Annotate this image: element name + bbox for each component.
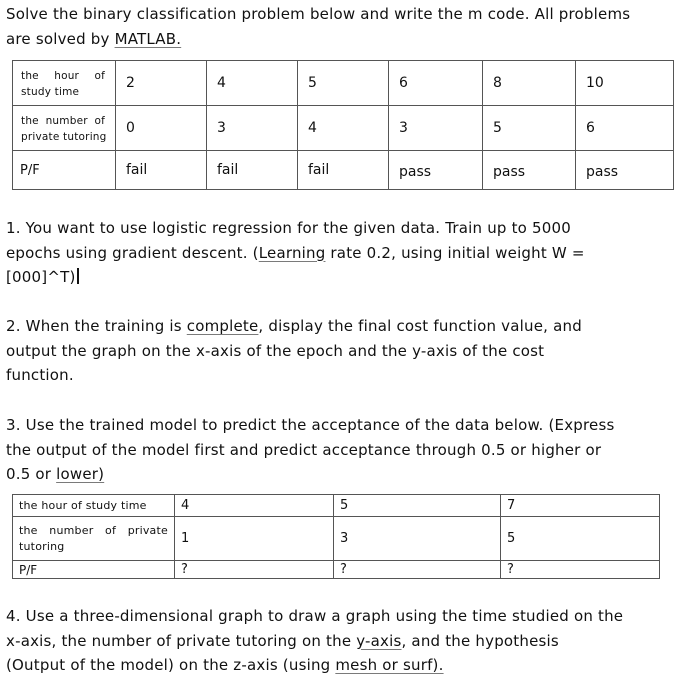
table-cell: 1 bbox=[175, 517, 334, 561]
label-word: the bbox=[19, 523, 38, 537]
table-cell: pass bbox=[389, 151, 483, 190]
table-cell: pass bbox=[483, 151, 576, 190]
table-cell: 3 bbox=[389, 106, 483, 151]
q2-line-1-a: 2. When the training is bbox=[6, 317, 187, 335]
table-cell: ? bbox=[501, 561, 660, 579]
table-cell: 3 bbox=[207, 106, 298, 151]
q4-line-3 bbox=[6, 653, 664, 678]
q2-line-3: function. bbox=[6, 366, 74, 384]
label-line: private tutoring bbox=[21, 130, 107, 143]
q1-line-3 bbox=[6, 265, 664, 290]
intro-paragraph bbox=[6, 2, 664, 51]
training-data-table bbox=[12, 60, 674, 190]
table-cell: 4 bbox=[207, 61, 298, 106]
q1-line-2-a: epochs using gradient descent. ( bbox=[6, 243, 259, 262]
table-cell: 4 bbox=[175, 495, 334, 517]
matlab-text: MATLAB. bbox=[114, 29, 182, 48]
row-label-pass-fail: P/F bbox=[13, 151, 116, 190]
table-cell: 5 bbox=[334, 495, 501, 517]
table-row-private-tutoring bbox=[13, 517, 660, 561]
question-4 bbox=[6, 604, 664, 678]
intro-line-2-text: are solved by bbox=[6, 29, 115, 48]
label-line: tutoring bbox=[19, 539, 65, 553]
table-cell: 2 bbox=[116, 61, 207, 106]
table-cell: fail bbox=[207, 151, 298, 190]
label-word: of bbox=[105, 523, 117, 537]
table-row-private-tutoring bbox=[13, 106, 674, 151]
row-label-private-tutoring bbox=[13, 106, 116, 151]
table-cell: 7 bbox=[501, 495, 660, 517]
table-cell: 4 bbox=[298, 106, 389, 151]
table-cell: ? bbox=[175, 561, 334, 579]
q4-line-2 bbox=[6, 629, 664, 654]
table-row-pass-fail bbox=[13, 561, 660, 579]
mesh-or-surf-text: mesh or surf). bbox=[335, 656, 444, 674]
q1-line-2 bbox=[6, 241, 664, 266]
table-cell: pass bbox=[576, 151, 674, 190]
text-cursor bbox=[77, 268, 79, 284]
complete-text: complete bbox=[186, 317, 259, 335]
q1-line-2-b: rate 0.2, using initial weight W = bbox=[325, 243, 585, 262]
intro-line-2 bbox=[6, 27, 664, 52]
question-2 bbox=[6, 314, 664, 388]
q2-line-1 bbox=[6, 314, 664, 339]
q3-line-2: the output of the model first and predict acceptance through 0.5 or higher or bbox=[6, 440, 602, 459]
table-row-study-hours bbox=[13, 495, 660, 517]
label-word: of bbox=[94, 69, 105, 82]
row-label-study-hours bbox=[13, 61, 116, 106]
label-word: hour bbox=[54, 69, 80, 82]
prediction-data-table bbox=[12, 494, 660, 579]
table-cell: 6 bbox=[576, 106, 674, 151]
label-word: number bbox=[49, 523, 94, 537]
table-cell: 6 bbox=[389, 61, 483, 106]
label-word: the bbox=[21, 114, 39, 127]
lower-text: lower) bbox=[56, 465, 105, 483]
label-line: study time bbox=[21, 85, 80, 98]
table-cell: fail bbox=[298, 151, 389, 190]
q4-line-2-a: x-axis, the number of private tutoring on the bbox=[6, 631, 357, 650]
table-row-study-hours bbox=[13, 61, 674, 106]
q4-line-3-a: (Output of the model) on the z-axis (using bbox=[6, 656, 336, 674]
label-word: number bbox=[45, 114, 88, 127]
q3-line-3 bbox=[6, 462, 664, 487]
q4-line-1: 4. Use a three-dimensional graph to draw a graph using the time studied on the bbox=[6, 607, 624, 625]
q2-line-2: output the graph on the x-axis of the epoch and the y-axis of the cost bbox=[6, 341, 545, 360]
q4-line-2-b: , and the hypothesis bbox=[401, 631, 559, 650]
label-word: private bbox=[127, 523, 168, 537]
q1-line-3-text: [000]^T) bbox=[6, 268, 76, 286]
question-3 bbox=[6, 413, 664, 487]
q3-line-1: 3. Use the trained model to predict the acceptance of the data below. (Express bbox=[6, 416, 615, 434]
table-cell: 5 bbox=[298, 61, 389, 106]
row-label-pass-fail: P/F bbox=[13, 561, 175, 579]
y-axis-text: y-axis bbox=[356, 631, 402, 650]
q3-line-3-a: 0.5 or bbox=[6, 465, 57, 483]
label-word: of bbox=[94, 114, 105, 127]
table-cell: 10 bbox=[576, 61, 674, 106]
table-cell: 3 bbox=[334, 517, 501, 561]
row-label-study-hours: the hour of study time bbox=[13, 495, 175, 517]
table-cell: 8 bbox=[483, 61, 576, 106]
learning-text: Learning bbox=[258, 243, 326, 262]
table-cell: 0 bbox=[116, 106, 207, 151]
table-row-pass-fail bbox=[13, 151, 674, 190]
table-cell: fail bbox=[116, 151, 207, 190]
table-cell: ? bbox=[334, 561, 501, 579]
question-1 bbox=[6, 216, 664, 290]
q2-line-1-b: , display the final cost function value, and bbox=[258, 317, 582, 335]
label-word: the bbox=[21, 69, 39, 82]
q1-line-1: 1. You want to use logistic regression for the given data. Train up to 5000 bbox=[6, 219, 572, 237]
row-label-private-tutoring bbox=[13, 517, 175, 561]
intro-line-1: Solve the binary classification problem below and write the m code. All problems bbox=[6, 5, 631, 23]
table-cell: 5 bbox=[501, 517, 660, 561]
table-cell: 5 bbox=[483, 106, 576, 151]
